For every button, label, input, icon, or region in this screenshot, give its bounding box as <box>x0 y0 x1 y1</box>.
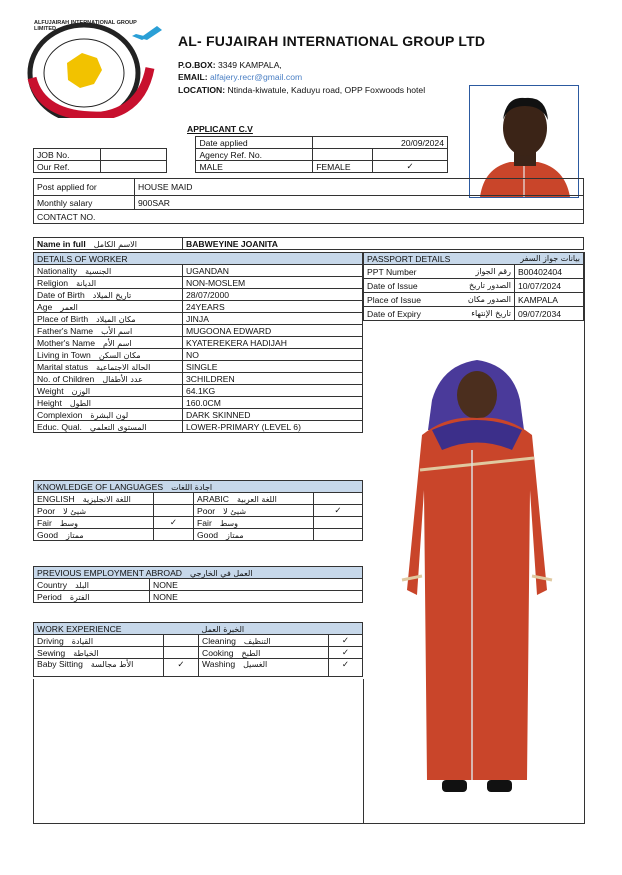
pobox-line: P.O.BOX: 3349 KAMPALA, <box>178 60 282 70</box>
email-link[interactable]: alfajery.recr@gmail.com <box>210 72 303 82</box>
passport-row: Date of Issue الصدور تاريخ 10/07/2024 <box>364 279 584 293</box>
english-fair-check: ✓ <box>154 517 194 529</box>
worker-row: Age العمر 24YEARS <box>34 301 363 313</box>
full-body-photo <box>392 340 562 810</box>
worker-row: No. of Children عدد الأطفال 3CHILDREN <box>34 373 363 385</box>
experience-section-title: WORK EXPERIENCE <box>37 623 122 634</box>
name-table: Name in full الاسم الكامل BABWEYINE JOANITA <box>33 237 584 250</box>
date-applied-label: Date applied <box>196 137 313 149</box>
passport-row: Date of Expiry تاريخ الإنتهاء 09/07/2034 <box>364 307 584 321</box>
worker-row: Place of Birth مكان الميلاد JINJA <box>34 313 363 325</box>
worker-row: Height الطول 160.0CM <box>34 397 363 409</box>
company-name: AL- FUJAIRAH INTERNATIONAL GROUP LTD <box>178 33 486 49</box>
passport-section-title: PASSPORT DETAILS <box>367 253 451 264</box>
experience-table: WORK EXPERIENCE الخبرة العمل Driving القيادة Cleaning التنظيف ✓ Sewing الخياطة Cooking الطبخ ✓ Baby Sitting الأط مجالسة ✓ Washing الغسيل ✓ <box>33 622 363 677</box>
our-ref-label: Our Ref. <box>34 161 101 173</box>
frame-mid <box>363 679 364 824</box>
languages-section-title: KNOWLEDGE OF LANGUAGES <box>37 481 164 492</box>
post-label: Post applied for <box>34 179 135 196</box>
worker-row: Father's Name اسم الأب MUGOONA EDWARD <box>34 325 363 337</box>
applicant-table <box>33 136 448 173</box>
frame-left <box>33 679 34 824</box>
worker-row: Complexion لون البشرة DARK SKINNED <box>34 409 363 421</box>
worker-row: Living in Town مكان السكن NO <box>34 349 363 361</box>
employment-country: NONE <box>150 579 363 591</box>
worker-table <box>33 252 363 433</box>
worker-row: Weight الوزن 64.1KG <box>34 385 363 397</box>
passport-row: PPT Number رقم الجواز B00402404 <box>364 265 584 279</box>
agency-ref-label: Agency Ref. No. <box>196 149 313 161</box>
worker-row: Date of Birth تاريخ الميلاد 28/07/2000 <box>34 289 363 301</box>
cooking-check: ✓ <box>329 647 363 659</box>
worker-section-title: DETAILS OF WORKER <box>34 253 363 265</box>
worker-row: Educ. Qual. المستوى التعلمي LOWER-PRIMARY (LEVEL 6) <box>34 421 363 433</box>
post-value: HOUSE MAID <box>135 179 584 196</box>
frame-right <box>584 252 585 824</box>
worker-row: Mother's Name اسم الأم KYATEREKERA HADIJAH <box>34 337 363 349</box>
worker-row: Marital status الحالة الاجتماعية SINGLE <box>34 361 363 373</box>
applicant-cv-title: APPLICANT C.V <box>187 124 253 134</box>
full-name: BABWEYINE JOANITA <box>183 238 584 250</box>
frame-bottom <box>33 823 585 824</box>
cleaning-check: ✓ <box>329 635 363 647</box>
email-line: EMAIL: alfajery.recr@gmail.com <box>178 72 303 82</box>
contact-label: CONTACT NO. <box>34 210 584 224</box>
location-line: LOCATION: Ntinda-kiwatule, Kaduyu road, OPP Foxwoods hotel <box>178 85 426 95</box>
washing-check: ✓ <box>329 659 363 677</box>
female-label: FEMALE <box>313 161 373 173</box>
worker-row: Nationality الجنسية UGANDAN <box>34 265 363 277</box>
name-label: Name in full <box>37 238 86 249</box>
worker-row: Religion الديانة NON-MOSLEM <box>34 277 363 289</box>
passport-table: PASSPORT DETAILS بيانات جواز السفر PPT Number رقم الجواز B00402404 Date of Issue الصدور تاريخ 10/07/2024 Place of Issue الصدور مكان KAMPALA Date of Expiry تاريخ الإنتهاء 09/07/2034 <box>363 252 584 321</box>
logo-text: ALFUJAIRAH INTERNATIONAL GROUP LIMITED <box>34 20 137 32</box>
employment-period: NONE <box>150 591 363 603</box>
date-applied: 20/09/2024 <box>373 137 448 149</box>
employment-table: PREVIOUS EMPLOYMENT ABROAD العمل في الخارجي Country البلد NONE Period الفترة NONE <box>33 566 363 603</box>
company-logo <box>22 18 172 118</box>
baby-check: ✓ <box>164 659 199 677</box>
post-table <box>33 178 584 224</box>
job-no-label: JOB No. <box>34 149 101 161</box>
salary-value: 900SAR <box>135 196 584 210</box>
salary-label: Monthly salary <box>34 196 135 210</box>
languages-table: KNOWLEDGE OF LANGUAGES اجادة اللغات ENGLISH اللغة الانجليزية ARABIC اللغة العربية Poor شيئ لا Poor شيئ لا ✓ Fair وسط ✓ Fair وسط Good ممتاز Good ممتاز <box>33 480 363 541</box>
employment-section-title: PREVIOUS EMPLOYMENT ABROAD <box>37 567 183 578</box>
female-check: ✓ <box>373 161 448 173</box>
arabic-poor-check: ✓ <box>314 505 363 517</box>
passport-row: Place of Issue الصدور مكان KAMPALA <box>364 293 584 307</box>
male-label: MALE <box>196 161 313 173</box>
